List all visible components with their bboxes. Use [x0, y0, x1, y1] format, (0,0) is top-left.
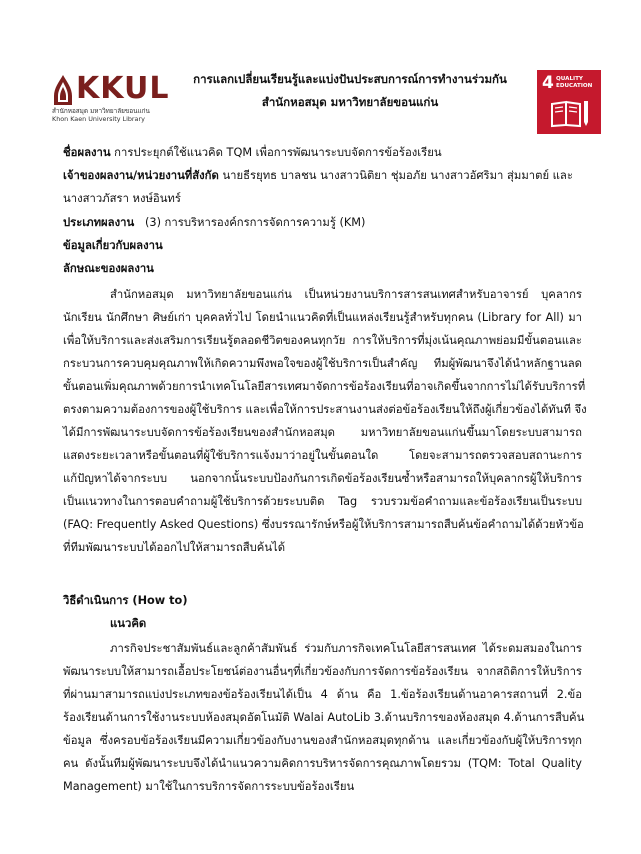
type-value: (3) การบริหารองค์กรการจัดการความรู้ (KM): [144, 216, 366, 229]
owner-line1: นายธีรยุทธ บาลชน นางสาวนิติยา ชุ่มอภัย นางสาวอัศริมา สุ่มมาตย์ และ: [222, 169, 573, 182]
howto-line: Management) มาใช้ในการบริการจัดการระบบข้อร้องเรียน: [63, 780, 355, 793]
sdg-4-badge: [537, 70, 601, 134]
nature-line: กระบวนการควบคุมคุณภาพให้เกิดความพึงพอใจของผู้ใช้บริการเป็นสำคัญ ทีมผู้พัฒนาจึงได้นำหลักฐานลด: [63, 357, 582, 370]
nature-line: แสดงระยะเวลาหรือขั้นตอนที่ผู้ใช้บริการแจ้งมาว่าอยู่ในขั้นตอนใด โดยจะสามารถตรวจสอบสถานะการ: [63, 449, 582, 462]
work-name-label: ชื่อผลงาน: [63, 146, 111, 159]
nature-line: เป็นแนวทางในการตอบคำถามผู้ใช้บริการด้วยระบบติด Tag รวบรวมข้อคำถามและข้อร้องเรียนเป็นระบบ: [63, 495, 582, 508]
nature-line: นักเรียน นักศึกษา ศิษย์เก่า บุคคลทั่วไป โดยนำแนวคิดที่เป็นแหล่งเรียนรู้สำหรับทุกคน (Library for All) มา: [63, 311, 582, 324]
sdg-label: [556, 76, 592, 89]
howto-line: ข้อมูล ซึ่งครอบข้อร้องเรียนมีความเกี่ยวข้องกับงานของสำนักหอสมุดทุกด้าน และเกี่ยวข้องกับผู้ให้บริการทุก: [63, 734, 582, 747]
kku-emblem-icon: [52, 74, 74, 106]
nature-heading: ลักษณะของผลงาน: [63, 262, 154, 275]
kku-library-logo: [52, 71, 172, 126]
owner-row: [63, 169, 573, 183]
nature-line: เพื่อให้บริการและส่งเสริมการเรียนรู้ตลอดชีวิตของคนทุกวัย การให้บริการที่มุ่งเน้นคุณภาพย่อมมีขั้นตอนและ: [63, 334, 582, 347]
open-book-pencil-icon: [549, 98, 591, 128]
sdg-label-line1: QUALITY: [556, 76, 583, 82]
owner-label: เจ้าของผลงาน/หน่วยงานที่สังกัด: [63, 169, 219, 182]
logo-subtitle-english: Khon Kaen University Library: [52, 115, 145, 123]
logo-subtitle-thai: สำนักหอสมุด มหาวิทยาลัยขอนแก่น: [52, 107, 150, 115]
owner-line2: นางสาวภัสรา หงษ์อินทร์: [63, 192, 181, 205]
howto-subheading: แนวคิด: [110, 617, 147, 630]
sdg-number: 4: [542, 73, 554, 93]
nature-line: สำนักหอสมุด มหาวิทยาลัยขอนแก่น เป็นหน่วยงานบริการสารสนเทศสำหรับอาจารย์ บุคลากร: [110, 288, 582, 301]
nature-line: (FAQ: Frequently Asked Questions) ซึ่งบรรณารักษ์หรือผู้ให้บริการสามารถสืบค้นข้อคำถามได้ด้วยหัวข้อ: [63, 518, 584, 531]
howto-line: ภารกิจประชาสัมพันธ์และลูกค้าสัมพันธ์ ร่วมกับภารกิจเทคโนโลยีสารสนเทศ ได้ระดมสมองในการ: [110, 642, 582, 655]
howto-line: คน ดังนั้นทีมผู้พัฒนาระบบจึงได้นำแนวความคิดการบริหารจัดการคุณภาพโดยรวม (TQM: Total Quality: [63, 757, 582, 770]
type-label: ประเภทผลงาน: [63, 216, 135, 229]
howto-line: ร้องเรียนด้านการใช้งานระบบห้องสมุดอัตโนมัติ Walai AutoLib 3.ด้านบริการของห้องสมุด 4.ด้านการสืบค้น: [63, 711, 585, 724]
nature-line: ตรงตามความต้องการของผู้ใช้บริการ และเพื่อให้การประสานงานส่งต่อข้อร้องเรียนให้ถึงผู้เกี่ยวข้องได้ทันที จึง: [63, 403, 587, 416]
info-heading: ข้อมูลเกี่ยวกับผลงาน: [63, 239, 163, 252]
howto-heading: วิธีดำเนินการ (How to): [63, 594, 188, 607]
nature-line: ขั้นตอนเพิ่มคุณภาพด้วยการนำเทคโนโลยีสารเทศมาจัดการข้อร้องเรียนที่อาจเกิดขึ้นจากการไม่ได้รับบริการที่: [63, 380, 586, 393]
work-name-row: [63, 146, 442, 160]
nature-line: ที่ทีมพัฒนาระบบได้ออกไปให้สามารถสืบค้นได้: [63, 541, 286, 554]
howto-line: พัฒนาระบบให้สามารถเอื้อประโยชน์ต่องานอื่นๆที่เกี่ยวข้องกับการจัดการข้อร้องเรียน จากสถิติการให้บริการ: [63, 665, 582, 678]
work-name-value: การประยุกต์ใช้แนวคิด TQM เพื่อการพัฒนาระบบจัดการข้อร้องเรียน: [114, 146, 442, 159]
type-row: [63, 216, 365, 230]
nature-line: ได้มีการพัฒนาระบบจัดการข้อร้องเรียนของสำนักหอสมุด มหาวิทยาลัยขอนแก่นขึ้นมาโดยระบบสามารถ: [63, 426, 582, 439]
sdg-label-line2: EDUCATION: [556, 82, 593, 89]
nature-line: แก้ปัญหาได้จากระบบ นอกจากนั้นระบบป้องกันการเกิดข้อร้องเรียนซ้ำหรือสามารถให้บุคลากรผู้ให้บริการ: [63, 472, 582, 485]
document-title-line1: การแลกเปลี่ยนเรียนรู้และแบ่งปันประสบการณ์การทำงานร่วมกัน: [193, 72, 507, 86]
logo-wordmark: KKUL: [76, 71, 170, 106]
howto-line: ที่ผ่านมาสามารถแบ่งประเภทของข้อร้องเรียนได้เป็น 4 ด้าน คือ 1.ข้อร้องเรียนด้านอาคารสถานที่ 2.ข้อ: [63, 688, 582, 701]
document-title-line2: สำนักหอสมุด มหาวิทยาลัยขอนแก่น: [261, 95, 439, 109]
